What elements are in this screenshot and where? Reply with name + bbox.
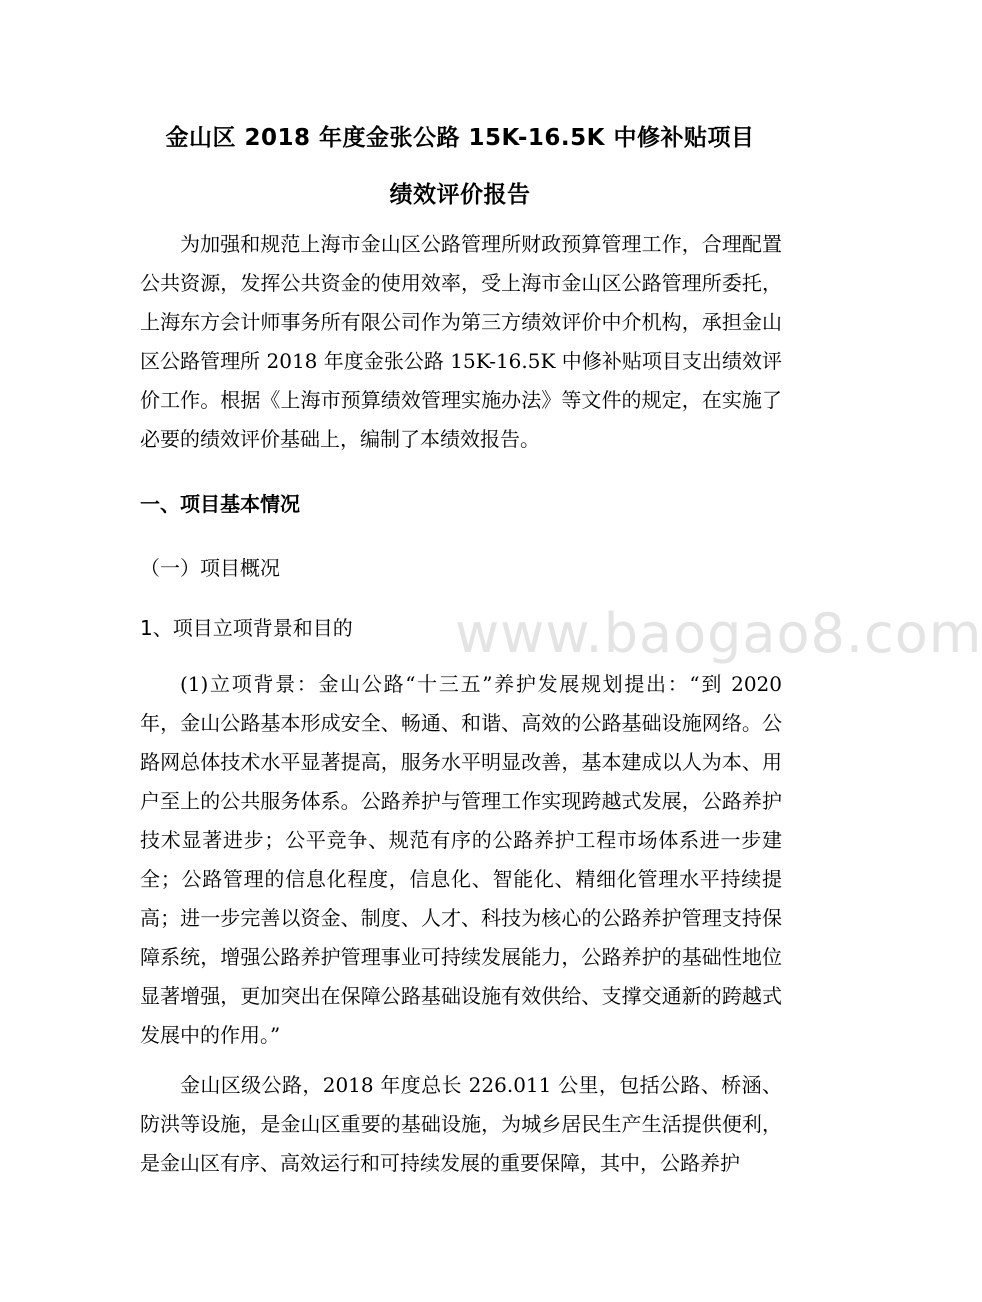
intro-paragraph: 为加强和规范上海市金山区公路管理所财政预算管理工作，合理配置公共资源，发挥公共资金的使用效率，受上海市金山区公路管理所委托，上海东方会计师事务所有限公司作为第三方绩效评价中介机构，承担金山区公路管理所 2018 年度金张公路 15K-16.5K 中修补贴项目支出绩效评价工作。根据《上海市预算绩效管理实施办法》等文件的规定，在实施了必要的绩效评价基础上，编制了本绩效报告。 — [140, 232, 782, 451]
jinshan-paragraph: 金山区级公路，2018 年度总长 226.011 公里，包括公路、桥涵、防洪等设施，是金山区重要的基础设施，为城乡居民生产生活提供便利，是金山区有序、高效运行和可持续发展的重要保障，其中，公路养护 — [140, 1073, 782, 1175]
subsection-heading: （一）项目概况 — [140, 556, 280, 580]
background-paragraph: (1)立项背景：金山公路“十三五”养护发展规划提出：“到 2020 年，金山公路基本形成安全、畅通、和谐、高效的公路基础设施网络。公路网总体技术水平显著提高，服务水平明显改善，基本建成以人为本、用户至上的公共服务体系。公路养护与管理工作实现跨越式发展，公路养护技术显著进步；公平竞争、规范有序的公路养护工程市场体系进一步建全；公路管理的信息化程度，信息化、智能化、精细化管理水平持续提高；进一步完善以资金、制度、人才、科技为核心的公路养护管理支持保障系统，增强公路养护管理事业可持续发展能力，公路养护的基础性地位显著增强，更加突出在保障公路基础设施有效供给、支撑交通新的跨越式发展中的作用。” — [140, 672, 782, 1047]
section-heading: 一、项目基本情况 — [140, 492, 300, 516]
document-title-line-2: 绩效评价报告 — [389, 182, 531, 208]
item-heading: 1、项目立项背景和目的 — [140, 616, 353, 640]
watermark: www.baogao8.com — [455, 602, 982, 665]
document-title-line-1: 金山区 2018 年度金张公路 15K-16.5K 中修补贴项目 — [165, 125, 755, 151]
